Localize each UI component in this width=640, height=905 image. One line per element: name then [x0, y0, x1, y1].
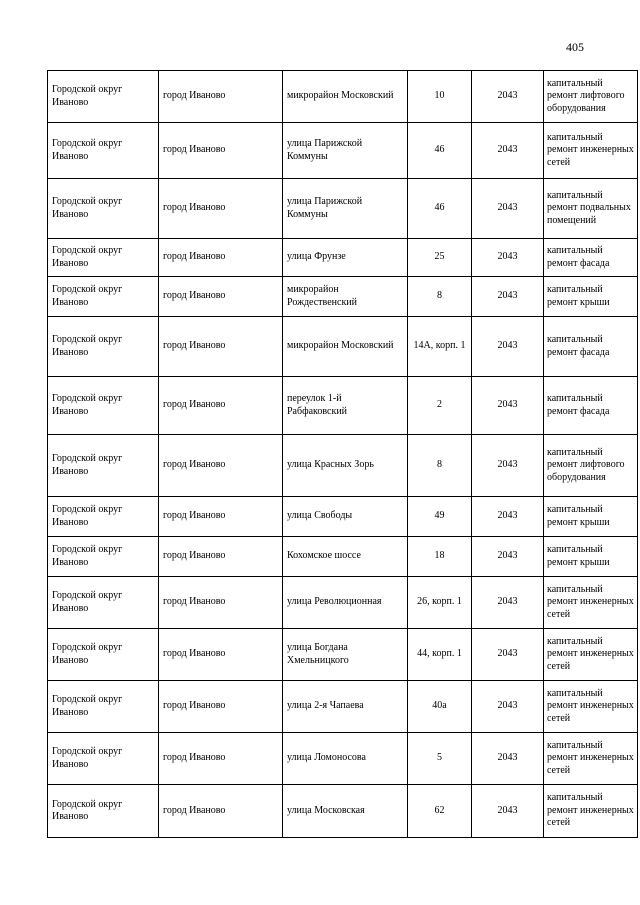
cell-work-type: капитальный ремонт фасада — [544, 377, 638, 435]
cell-work-type: капитальный ремонт подвальных помещений — [544, 179, 638, 239]
cell-city: город Иваново — [159, 785, 283, 838]
cell-house-number: 2 — [408, 377, 472, 435]
cell-district: Городской округ Иваново — [48, 239, 159, 277]
cell-city: город Иваново — [159, 537, 283, 577]
cell-city: город Иваново — [159, 435, 283, 497]
cell-year: 2043 — [472, 277, 544, 317]
cell-street: улица Парижской Коммуны — [283, 123, 408, 179]
cell-district: Городской округ Иваново — [48, 377, 159, 435]
cell-district: Городской округ Иваново — [48, 733, 159, 785]
cell-house-number: 14А, корп. 1 — [408, 317, 472, 377]
cell-district: Городской округ Иваново — [48, 123, 159, 179]
cell-city: город Иваново — [159, 239, 283, 277]
cell-street: улица Свободы — [283, 497, 408, 537]
cell-house-number: 40а — [408, 681, 472, 733]
cell-year: 2043 — [472, 629, 544, 681]
cell-year: 2043 — [472, 377, 544, 435]
cell-work-type: капитальный ремонт крыши — [544, 537, 638, 577]
cell-street: микрорайон Московский — [283, 71, 408, 123]
cell-street: улица Революционная — [283, 577, 408, 629]
cell-street: улица Богдана Хмельницкого — [283, 629, 408, 681]
table-row — [48, 733, 638, 785]
cell-district: Городской округ Иваново — [48, 317, 159, 377]
cell-work-type: капитальный ремонт инженерных сетей — [544, 785, 638, 838]
cell-work-type: капитальный ремонт крыши — [544, 497, 638, 537]
cell-work-type: капитальный ремонт лифтового оборудования — [544, 435, 638, 497]
cell-house-number: 62 — [408, 785, 472, 838]
cell-city: город Иваново — [159, 377, 283, 435]
cell-work-type: капитальный ремонт крыши — [544, 277, 638, 317]
cell-house-number: 49 — [408, 497, 472, 537]
cell-house-number: 8 — [408, 435, 472, 497]
table-row — [48, 179, 638, 239]
cell-city: город Иваново — [159, 629, 283, 681]
cell-city: город Иваново — [159, 71, 283, 123]
cell-street: переулок 1-й Рабфаковский — [283, 377, 408, 435]
cell-street: улица Ломоносова — [283, 733, 408, 785]
cell-year: 2043 — [472, 577, 544, 629]
cell-district: Городской округ Иваново — [48, 785, 159, 838]
cell-year: 2043 — [472, 681, 544, 733]
cell-street: Кохомское шоссе — [283, 537, 408, 577]
cell-year: 2043 — [472, 317, 544, 377]
repair-schedule-table — [47, 70, 638, 838]
cell-year: 2043 — [472, 435, 544, 497]
table-row — [48, 497, 638, 537]
cell-district: Городской округ Иваново — [48, 71, 159, 123]
table-row — [48, 435, 638, 497]
table-row — [48, 317, 638, 377]
cell-street: микрорайон Московский — [283, 317, 408, 377]
cell-house-number: 18 — [408, 537, 472, 577]
cell-year: 2043 — [472, 785, 544, 838]
cell-city: город Иваново — [159, 497, 283, 537]
cell-year: 2043 — [472, 537, 544, 577]
cell-work-type: капитальный ремонт фасада — [544, 239, 638, 277]
cell-work-type: капитальный ремонт инженерных сетей — [544, 733, 638, 785]
cell-year: 2043 — [472, 239, 544, 277]
cell-work-type: капитальный ремонт лифтового оборудования — [544, 71, 638, 123]
cell-house-number: 44, корп. 1 — [408, 629, 472, 681]
cell-district: Городской округ Иваново — [48, 435, 159, 497]
cell-house-number: 5 — [408, 733, 472, 785]
cell-street: улица Парижской Коммуны — [283, 179, 408, 239]
table-row — [48, 239, 638, 277]
table-row — [48, 681, 638, 733]
table-row — [48, 377, 638, 435]
cell-district: Городской округ Иваново — [48, 629, 159, 681]
page-number: 405 — [566, 40, 584, 54]
cell-city: город Иваново — [159, 317, 283, 377]
cell-district: Городской округ Иваново — [48, 497, 159, 537]
table-row — [48, 537, 638, 577]
table-row — [48, 577, 638, 629]
cell-district: Городской округ Иваново — [48, 681, 159, 733]
cell-year: 2043 — [472, 179, 544, 239]
cell-city: город Иваново — [159, 577, 283, 629]
cell-city: город Иваново — [159, 681, 283, 733]
table-row — [48, 123, 638, 179]
cell-house-number: 26, корп. 1 — [408, 577, 472, 629]
cell-street: микрорайон Рождественский — [283, 277, 408, 317]
cell-year: 2043 — [472, 733, 544, 785]
cell-district: Городской округ Иваново — [48, 277, 159, 317]
cell-work-type: капитальный ремонт инженерных сетей — [544, 123, 638, 179]
cell-year: 2043 — [472, 71, 544, 123]
table-row — [48, 629, 638, 681]
cell-house-number: 46 — [408, 123, 472, 179]
cell-district: Городской округ Иваново — [48, 577, 159, 629]
cell-district: Городской округ Иваново — [48, 179, 159, 239]
cell-year: 2043 — [472, 497, 544, 537]
cell-work-type: капитальный ремонт фасада — [544, 317, 638, 377]
cell-work-type: капитальный ремонт инженерных сетей — [544, 629, 638, 681]
table-row — [48, 277, 638, 317]
cell-district: Городской округ Иваново — [48, 537, 159, 577]
cell-street: улица Московская — [283, 785, 408, 838]
cell-street: улица 2-я Чапаева — [283, 681, 408, 733]
cell-work-type: капитальный ремонт инженерных сетей — [544, 577, 638, 629]
cell-city: город Иваново — [159, 733, 283, 785]
cell-city: город Иваново — [159, 123, 283, 179]
cell-work-type: капитальный ремонт инженерных сетей — [544, 681, 638, 733]
table-row — [48, 785, 638, 838]
cell-house-number: 25 — [408, 239, 472, 277]
cell-street: улица Фрунзе — [283, 239, 408, 277]
cell-house-number: 8 — [408, 277, 472, 317]
cell-year: 2043 — [472, 123, 544, 179]
cell-house-number: 10 — [408, 71, 472, 123]
table-row — [48, 71, 638, 123]
table-body — [48, 71, 638, 838]
cell-street: улица Красных Зорь — [283, 435, 408, 497]
cell-city: город Иваново — [159, 179, 283, 239]
cell-house-number: 46 — [408, 179, 472, 239]
cell-city: город Иваново — [159, 277, 283, 317]
